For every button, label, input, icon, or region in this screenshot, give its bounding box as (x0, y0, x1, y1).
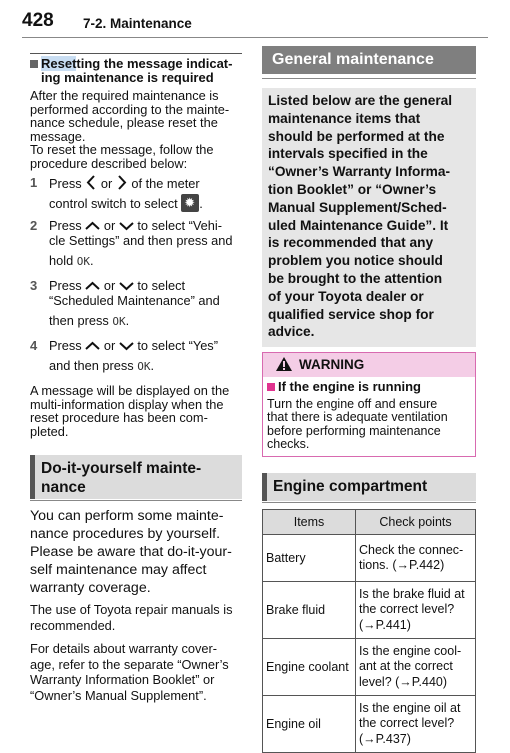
text-line: tions. (→P.442) (359, 558, 445, 572)
chevron-up-icon (85, 340, 100, 352)
step-text: cle Settings” and then press and (49, 233, 233, 248)
table-row (263, 696, 476, 753)
text-line: age, refer to the separate “Owner’s (30, 656, 229, 672)
title-line: Do-it-yourself mainte- (41, 460, 202, 477)
text-line: The use of Toyota repair manuals is (30, 602, 233, 617)
text-line: You can perform some mainte- (30, 508, 224, 524)
text-line: A message will be displayed on the (30, 383, 230, 398)
item-cell: Engine oil (263, 696, 356, 753)
step-text: control switch to select (49, 196, 178, 211)
item-cell: Battery (263, 535, 356, 582)
bullet-square-icon (267, 383, 275, 391)
text-line: the correct level? (359, 716, 455, 731)
text-line: nance procedures by yourself. (30, 526, 221, 542)
table-row (263, 535, 476, 582)
warning-header (263, 353, 475, 377)
text-line: Please be aware that do-it-your- (30, 544, 232, 560)
text-line: (→P.441) (359, 617, 411, 632)
text-line: performed according to the mainte- (30, 101, 230, 117)
table-row (263, 639, 476, 696)
reset-title-line2: ing maintenance is required (41, 69, 214, 85)
step-text: and then press (49, 358, 134, 373)
text-line: tion Booklet” or “Owner’s (268, 181, 437, 197)
page-number: 428 (22, 10, 54, 31)
step-text: to select “Vehi- (137, 218, 223, 233)
column-header: Check points (356, 510, 476, 535)
table-header-row (263, 510, 476, 535)
warning-box (262, 352, 476, 457)
step-text: Press (49, 176, 82, 191)
text-line: “Owner’s Warranty Informa- (268, 164, 451, 180)
highlighted-text: Reset (41, 56, 77, 71)
section-rule (262, 502, 476, 503)
item-cell: Brake fluid (263, 582, 356, 639)
step-text: Press (49, 218, 82, 233)
text-line: warranty coverage. (30, 580, 151, 596)
chevron-down-icon (119, 220, 134, 232)
text-line: reset procedure has been com- (30, 410, 208, 425)
chevron-down-icon (119, 280, 134, 292)
bullet-square-icon (30, 60, 38, 68)
text-line: For details about warranty cover- (30, 641, 218, 656)
engine-compartment-title: Engine compartment (262, 473, 476, 501)
step-text: of the meter (131, 176, 200, 191)
check-cell (356, 582, 476, 639)
diy-paragraph-2 (30, 602, 242, 633)
check-cell (356, 535, 476, 582)
text-line: advice. (268, 324, 315, 340)
text-line: intervals specified in the (268, 146, 428, 162)
text-line: checks. (267, 437, 310, 451)
text-line: ant at the correct (359, 659, 453, 674)
general-maintenance-title: General maintenance (262, 46, 476, 74)
item-cell: Engine coolant (263, 639, 356, 696)
step-number: 2 (30, 218, 38, 233)
table-row (263, 582, 476, 639)
step-text: . (90, 253, 94, 268)
reset-intro (30, 89, 242, 170)
step-text: . (125, 313, 130, 328)
text-line: Is the engine oil at (359, 700, 461, 715)
text-line: After the required maintenance is (30, 88, 219, 103)
text-line: (→P.437) (359, 731, 411, 746)
step-text: Press (49, 338, 82, 353)
text-line: recommended. (30, 617, 116, 633)
step-text: hold (49, 253, 74, 268)
reset-outro (30, 384, 242, 438)
step-text: to select “Yes” (137, 338, 218, 353)
section-rule (30, 500, 242, 501)
text-line: Warranty Information Booklet” or (30, 672, 215, 687)
reset-section-title (30, 53, 242, 84)
chevron-up-icon (85, 280, 100, 292)
warning-triangle-icon (275, 356, 293, 372)
text-line: multi-information display when the (30, 396, 224, 412)
text-line: before performing maintenance (267, 423, 441, 438)
settings-gear-icon (181, 194, 199, 212)
diy-paragraph-1 (30, 507, 242, 597)
text-line: To reset the message, follow the (30, 142, 214, 157)
step-text: Press (49, 278, 82, 293)
diy-paragraph-3 (30, 641, 242, 703)
text-line: message. (30, 128, 86, 144)
step-3 (30, 278, 242, 334)
text-line: that there is adequate ventilation (267, 410, 448, 424)
chapter-title: 7-2. Maintenance (83, 16, 192, 31)
text-line: Is the brake fluid at (359, 586, 465, 601)
chevron-down-icon (119, 340, 134, 352)
text-line: be brought to the attention (268, 270, 443, 286)
text-line: Listed below are the general (268, 93, 453, 108)
warning-subtitle: If the engine is running (278, 379, 421, 394)
step-text: to select (137, 278, 186, 293)
step-text: . (199, 196, 203, 211)
text-line: of your Toyota dealer or (268, 288, 424, 304)
title-line: nance (41, 479, 86, 496)
section-rule (262, 78, 476, 79)
step-number: 3 (30, 278, 38, 293)
column-header: Items (263, 510, 356, 535)
ok-button-label: OK (112, 315, 126, 328)
text-line: uled Maintenance Guide”. It (268, 217, 449, 233)
text-line: Check the connec- (359, 542, 464, 557)
warning-label: WARNING (299, 357, 365, 372)
diy-section-title (30, 455, 242, 499)
check-cell (356, 696, 476, 753)
text-line: procedure described below: (30, 155, 188, 171)
ok-button-label: OK (76, 255, 91, 268)
step-text: then press (49, 313, 109, 328)
text-line: “Owner’s Manual Supplement”. (30, 687, 207, 703)
text-line: the correct level? (359, 602, 455, 617)
step-text: “Scheduled Maintenance” and (49, 293, 220, 308)
text-line: pleted. (30, 423, 69, 439)
text-line: level? (→P.440) (359, 674, 448, 689)
text-line: maintenance items that (268, 110, 421, 126)
step-text: or (103, 338, 116, 353)
text-line: should be performed at the (268, 128, 445, 144)
text-line: problem you notice should (268, 253, 443, 269)
warning-body (263, 377, 475, 455)
chevron-right-icon (116, 175, 128, 190)
ok-button-label: OK (137, 360, 151, 373)
step-text: or (100, 176, 113, 191)
step-number: 4 (30, 338, 38, 353)
chevron-up-icon (85, 220, 100, 232)
text-line: Is the engine cool- (359, 643, 462, 658)
reset-title-rest: ting the message indicat- (76, 56, 233, 71)
engine-compartment-table (262, 509, 476, 753)
text-line: Manual Supplement/Sched- (268, 199, 447, 215)
text-line: self maintenance may affect (30, 562, 207, 578)
step-text: or (103, 278, 116, 293)
step-2 (30, 218, 242, 274)
text-line: Turn the engine off and ensure (267, 396, 438, 411)
step-number: 1 (30, 175, 38, 190)
step-text: . (150, 358, 155, 373)
chevron-left-icon (85, 175, 97, 190)
step-4 (30, 338, 242, 379)
step-text: or (103, 218, 116, 233)
header-rule (22, 37, 488, 38)
text-line: is recommended that any (268, 235, 434, 251)
text-line: nance schedule, please reset the (30, 115, 218, 130)
text-line: qualified service shop for (268, 306, 434, 322)
step-1 (30, 175, 242, 217)
check-cell (356, 639, 476, 696)
general-intro-box (262, 88, 476, 347)
